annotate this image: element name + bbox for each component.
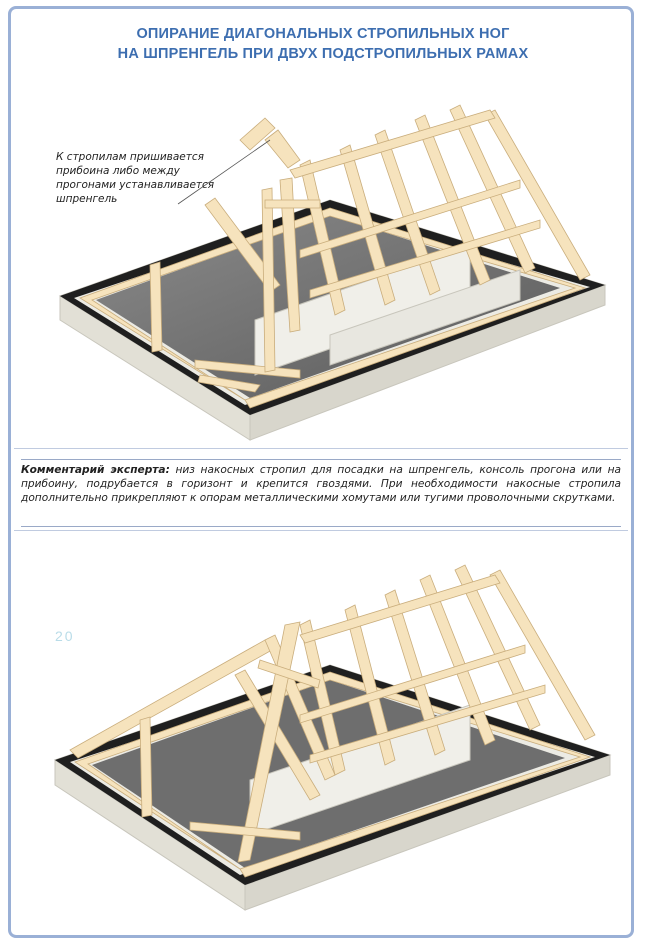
comment-label: Комментарий эксперта: xyxy=(21,464,170,476)
callout-line-3: прогонами устанавливается xyxy=(56,179,215,191)
callout-line-1: К стропилам пришивается xyxy=(56,151,204,163)
title-line-1: ОПИРАНИЕ ДИАГОНАЛЬНЫХ СТРОПИЛЬНЫХ НОГ xyxy=(136,26,510,42)
comment-text: низ накосных стропил для посадки на шпренгель, консоль прогона или на прибоину, подрубается в горизонт и крепится гвоздями. При необходимости накосные стропила дополнительно прикрепляют к опорам металлическими хомутами или тугими проволочными скрутками. xyxy=(21,464,622,504)
callout-line-4: шпренгель xyxy=(56,193,118,205)
title-line-2: НА ШПРЕНГЕЛЬ ПРИ ДВУХ ПОДСТРОПИЛЬНЫХ РАМАХ xyxy=(117,46,529,62)
watermark: 20 xyxy=(55,628,75,644)
callout-line-2: прибоина либо между xyxy=(56,165,180,177)
